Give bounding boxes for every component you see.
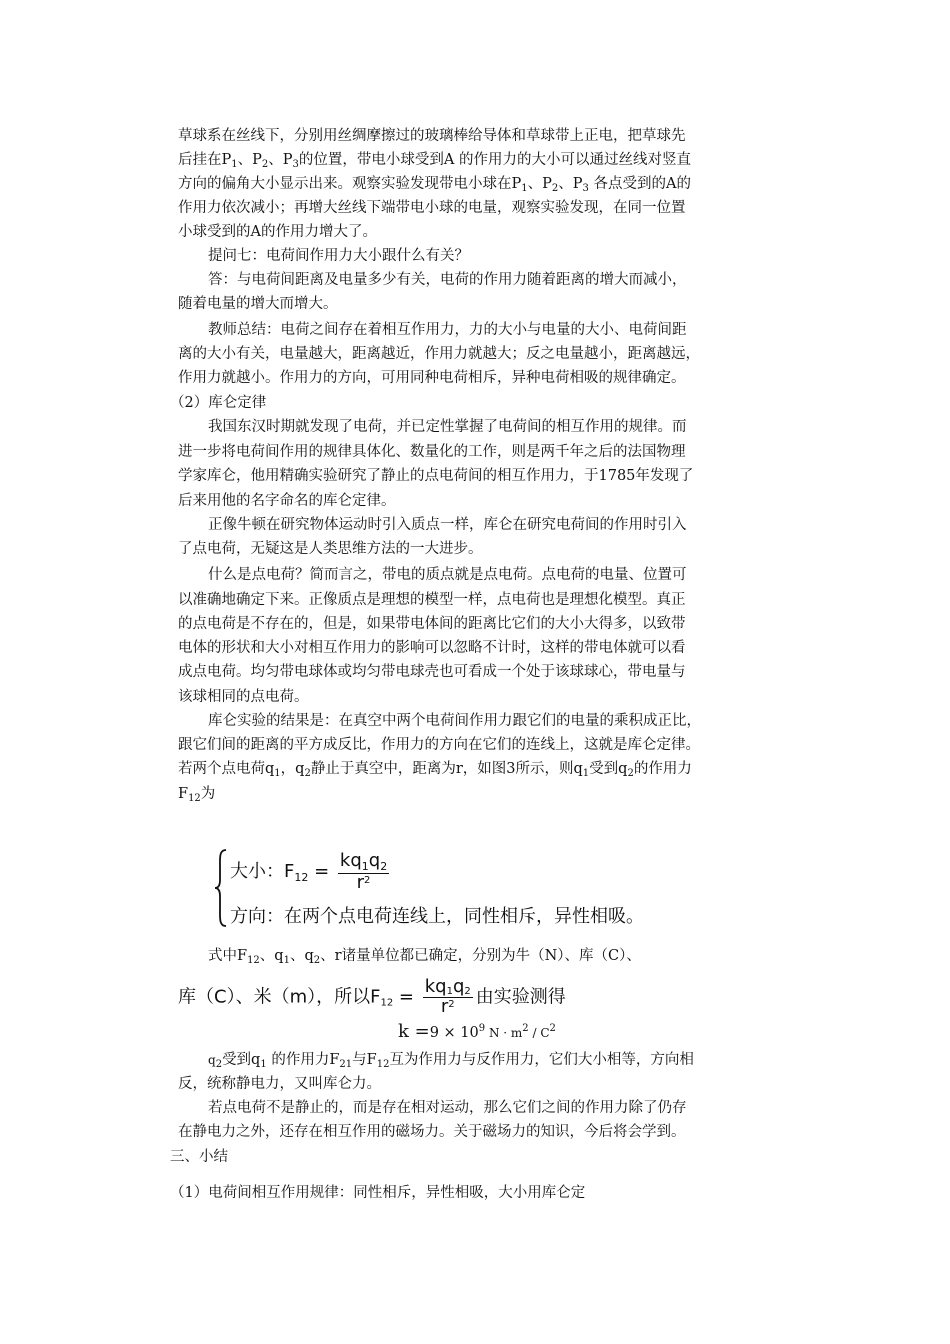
formula-direction: 方向：在两个点电荷连线上，同性相斥，异性相吸。 <box>230 906 644 927</box>
text-line: 后来用他的名字命名的库仑定律。 <box>178 493 396 509</box>
text-line: 了点电荷，无疑这是人类思维方法的一大进步。 <box>178 541 483 557</box>
text-line: 该球相同的点电荷。 <box>178 689 309 705</box>
text-line: 什么是点电荷？简而言之，带电的质点就是点电荷。点电荷的电量、位置可 <box>208 567 687 583</box>
text-line: 作用力依次减小；再增大丝线下端带电小球的电量，观察实验发现，在同一位置 <box>178 200 686 216</box>
formula-line: 库（C）、米（m），所以$F_{12}$ = $\frac{kq_1q_2}{r^2}$ 由实验测得 <box>178 976 566 1017</box>
text-line: 跟它们间的距离的平方成反比，作用力的方向在它们的连线上，这就是库仑定律。 <box>178 737 700 753</box>
formula-size: 大小：$F_{12}$ = $\frac{kq_1q_2}{r^2}$ <box>230 850 388 893</box>
text-line: 库仑实验的结果是：在真空中两个电荷间作用力跟它们的电量的乘积成正比， <box>208 713 701 729</box>
text-line: 以准确地确定下来。正像质点是理想的模型一样，点电荷也是理想化模型。真正 <box>178 592 686 608</box>
summary-item: （1）电荷间相互作用规律：同性相斥，异性相吸，大小用库仑定 <box>170 1185 586 1201</box>
text-line: $F_{12}$为 <box>178 786 216 804</box>
formula-fraction: $\frac{kq_1q_2}{r^2}$ <box>339 850 388 893</box>
text-line: 正像牛顿在研究物体运动时引入质点一样，库仑在研究电荷间的作用时引入 <box>208 517 687 533</box>
text-line: 若点电荷不是静止的，而是存在相对运动，那么它们之间的作用力除了仍存 <box>208 1100 687 1116</box>
section-heading: 三、小结 <box>170 1149 228 1165</box>
text-line: 若两个点电荷$q_1$，$q_2$静止于真空中，距离为r，如图3所示，则$q_1$受到$q_2$的作用力 <box>178 761 692 779</box>
text-line: 学家库仑，他用精确实验研究了静止的点电荷间的相互作用力，于1785年发现了 <box>178 468 694 484</box>
text-line: 方向的偏角大小显示出来。观察实验发现带电小球在$P_1$、$P_2$、$P_3$ 各点受到的A的 <box>178 176 692 194</box>
text-line: $q_2$受到$q_1$ 的作用力$F_{21}$与$F_{12}$互为作用力与反作用力，它们大小相等，方向相 <box>208 1052 694 1070</box>
formula-fraction: $\frac{kq_1q_2}{r^2}$ <box>424 976 471 1017</box>
text-line: 成点电荷。均匀带电球体或均匀带电球壳也可看成一个处于该球球心，带电量与 <box>178 664 686 680</box>
text-line: 草球系在丝线下，分别用丝绸摩擦过的玻璃棒给导体和草球带上正电，把草球先 <box>178 128 686 144</box>
summary-line: 作用力就越小。作用力的方向，可用同种电荷相斥，异种电荷相吸的规律确定。 <box>178 370 686 386</box>
text-line: 反，统称静电力，又叫库仑力。 <box>178 1076 381 1092</box>
text-line: 式中$F_{12}$、$q_1$、$q_2$、r诸量单位都已确定，分别为牛（N）、库（C）、 <box>208 948 641 966</box>
text-line: 小球受到的A的作用力增大了。 <box>178 224 377 240</box>
text-line: 我国东汉时期就发现了电荷，并已定性掌握了电荷间的相互作用的规律。而 <box>208 419 687 435</box>
text-line: 电体的形状和大小对相互作用力的影响可以忽略不计时，这样的带电体就可以看 <box>178 640 686 656</box>
constant-line: $k =9 \times 10^9$ $N \cdot m^2 / C^2$ <box>398 1021 556 1042</box>
text-line: 的点电荷是不存在的，但是，如果带电体间的距离比它们的大小大得多，以致带 <box>178 616 686 632</box>
brace-icon <box>214 848 228 928</box>
section-heading: （2）库仑定律 <box>170 395 267 411</box>
summary-line: 教师总结：电荷之间存在着相互作用力，力的大小与电量的大小、电荷间距 <box>208 322 687 338</box>
question-heading: 提问七：电荷间作用力大小跟什么有关？ <box>208 248 469 264</box>
text-line: 进一步将电荷间作用的规律具体化、数量化的工作，则是两千年之后的法国物理 <box>178 444 686 460</box>
answer-line: 答：与电荷间距离及电量多少有关，电荷的作用力随着距离的增大而减小， <box>208 272 687 288</box>
summary-line: 离的大小有关，电量越大，距离越近，作用力就越大；反之电量越小，距离越远， <box>178 346 700 362</box>
text-line: 后挂在$P_1$、$P_2$、$P_3$的位置，带电小球受到A 的作用力的大小可以通过丝线对竖直 <box>178 152 692 170</box>
answer-line: 随着电量的增大而增大。 <box>178 296 338 312</box>
text-line: 在静电力之外，还存在相互作用的磁场力。关于磁场力的知识，今后将会学到。 <box>178 1124 686 1140</box>
